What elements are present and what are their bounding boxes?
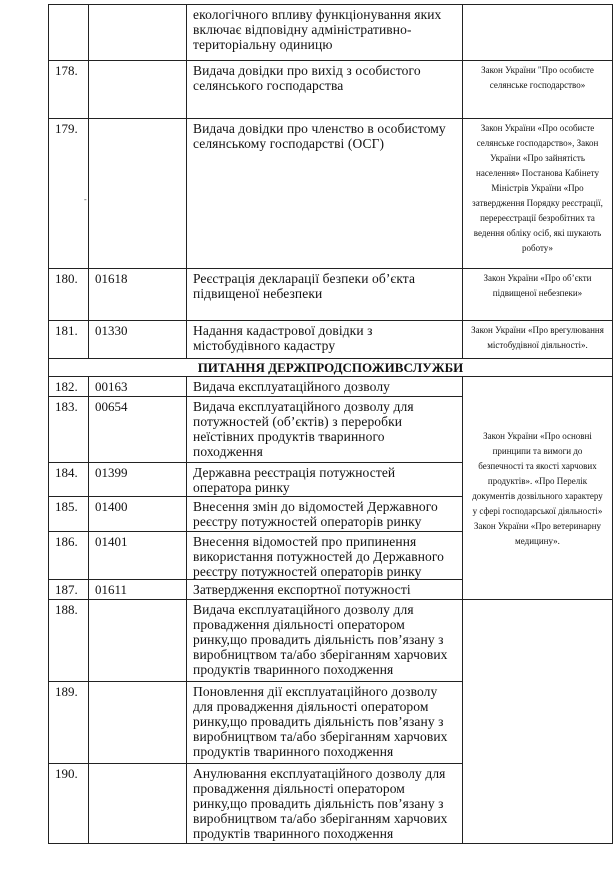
- table-row: [49, 269, 613, 321]
- service-name: Видача експлуатаційного дозволу для потужностей (об’єктів) з переробки неїстівних продуктів тваринного походження: [187, 397, 463, 463]
- legal-basis: Закон України "Про особисте селянське господарство»: [463, 61, 613, 119]
- table-row: [49, 600, 613, 682]
- service-name: Видача довідки про вихід з особистого селянського господарства: [187, 61, 463, 119]
- service-name: Затвердження експортної потужності: [187, 580, 463, 600]
- row-code: 01330: [89, 321, 187, 359]
- row-number: 185.: [49, 497, 89, 532]
- row-number: 179.: [49, 119, 89, 269]
- row-code: 01401: [89, 532, 187, 580]
- row-code: 01611: [89, 580, 187, 600]
- service-name: Анулювання експлуатаційного дозволу для провадження діяльності оператором ринку,що провадить діяльність пов’язану з виробництвом та/або зберіганням харчових продуктів тваринного походження: [187, 764, 463, 844]
- table-row: [49, 321, 613, 359]
- service-name: Надання кадастрової довідки з містобудівного кадастру: [187, 321, 463, 359]
- table-row: [49, 61, 613, 119]
- row-number: 184.: [49, 463, 89, 497]
- legal-basis: Закон України «Про врегулювання містобудівної діяльності».: [463, 321, 613, 359]
- service-name: Видача експлуатаційного дозволу для провадження діяльності оператором ринку,що провадить діяльність пов’язану з виробництвом та/або зберіганням харчових продуктів тваринного походження: [187, 600, 463, 682]
- row-number: 186.: [49, 532, 89, 580]
- service-name: Внесення змін до відомостей Державного реєстру потужностей операторів ринку: [187, 497, 463, 532]
- section-title: ПИТАННЯ ДЕРЖПРОДСПОЖИВСЛУЖБИ: [49, 359, 613, 377]
- legal-basis: Закон України «Про особисте селянське господарство», Закон України «Про зайнятість населення» Постанова Кабінету Міністрів України «Про затвердження Порядку реєстрації, перереєстрації безробітних та ведення обліку осіб, які шукають роботу»: [463, 119, 613, 269]
- row-number: 180.: [49, 269, 89, 321]
- row-code: 01618: [89, 269, 187, 321]
- service-name: Державна реєстрація потужностей оператора ринку: [187, 463, 463, 497]
- service-name: Внесення відомостей про припинення використання потужностей до Державного реєстру потужностей операторів ринку: [187, 532, 463, 580]
- row-code: [89, 61, 187, 119]
- service-name: Видача експлуатаційного дозволу: [187, 377, 463, 397]
- row-number: 178.: [49, 61, 89, 119]
- row-code: [89, 764, 187, 844]
- service-name: Поновлення дії експлуатаційного дозволу для провадження діяльності оператором ринку,що провадить діяльність пов’язану з виробництвом та/або зберіганням харчових продуктів тваринного походження: [187, 682, 463, 764]
- row-number: [49, 5, 89, 61]
- row-number: 182.: [49, 377, 89, 397]
- row-code: 01400: [89, 497, 187, 532]
- row-code: 00654: [89, 397, 187, 463]
- row-number: 187.: [49, 580, 89, 600]
- table-row: [49, 377, 613, 397]
- services-table: [48, 4, 613, 844]
- row-number: 183.: [49, 397, 89, 463]
- section-header-row: [49, 359, 613, 377]
- row-code: 01399: [89, 463, 187, 497]
- row-code: [89, 5, 187, 61]
- service-name: екологічного впливу функціонування яких включає відповідну адміністративно-територіальну одиницю: [187, 5, 463, 61]
- service-name: Видача довідки про членство в особистому селянському господарстві (ОСГ): [187, 119, 463, 269]
- legal-basis-empty: [463, 600, 613, 844]
- legal-basis: [463, 5, 613, 61]
- row-number: 188.: [49, 600, 89, 682]
- table-row: [49, 119, 613, 269]
- row-number: 181.: [49, 321, 89, 359]
- table-row: [49, 5, 613, 61]
- legal-basis: Закон України «Про об’єкти підвищеної небезпеки»: [463, 269, 613, 321]
- row-code: [89, 682, 187, 764]
- row-code: 00163: [89, 377, 187, 397]
- stray-mark: -: [84, 195, 87, 204]
- row-number: 189.: [49, 682, 89, 764]
- row-code: [89, 600, 187, 682]
- row-code: [89, 119, 187, 269]
- legal-basis-merged: Закон України «Про основні принципи та вимоги до безпечності та якості харчових продуктів». «Про Перелік документів дозвільного характеру у сфері господарської діяльності» Закон України «Про ветеринарну медицину».: [463, 377, 613, 600]
- row-number: 190.: [49, 764, 89, 844]
- service-name: Реєстрація декларації безпеки об’єкта підвищеної небезпеки: [187, 269, 463, 321]
